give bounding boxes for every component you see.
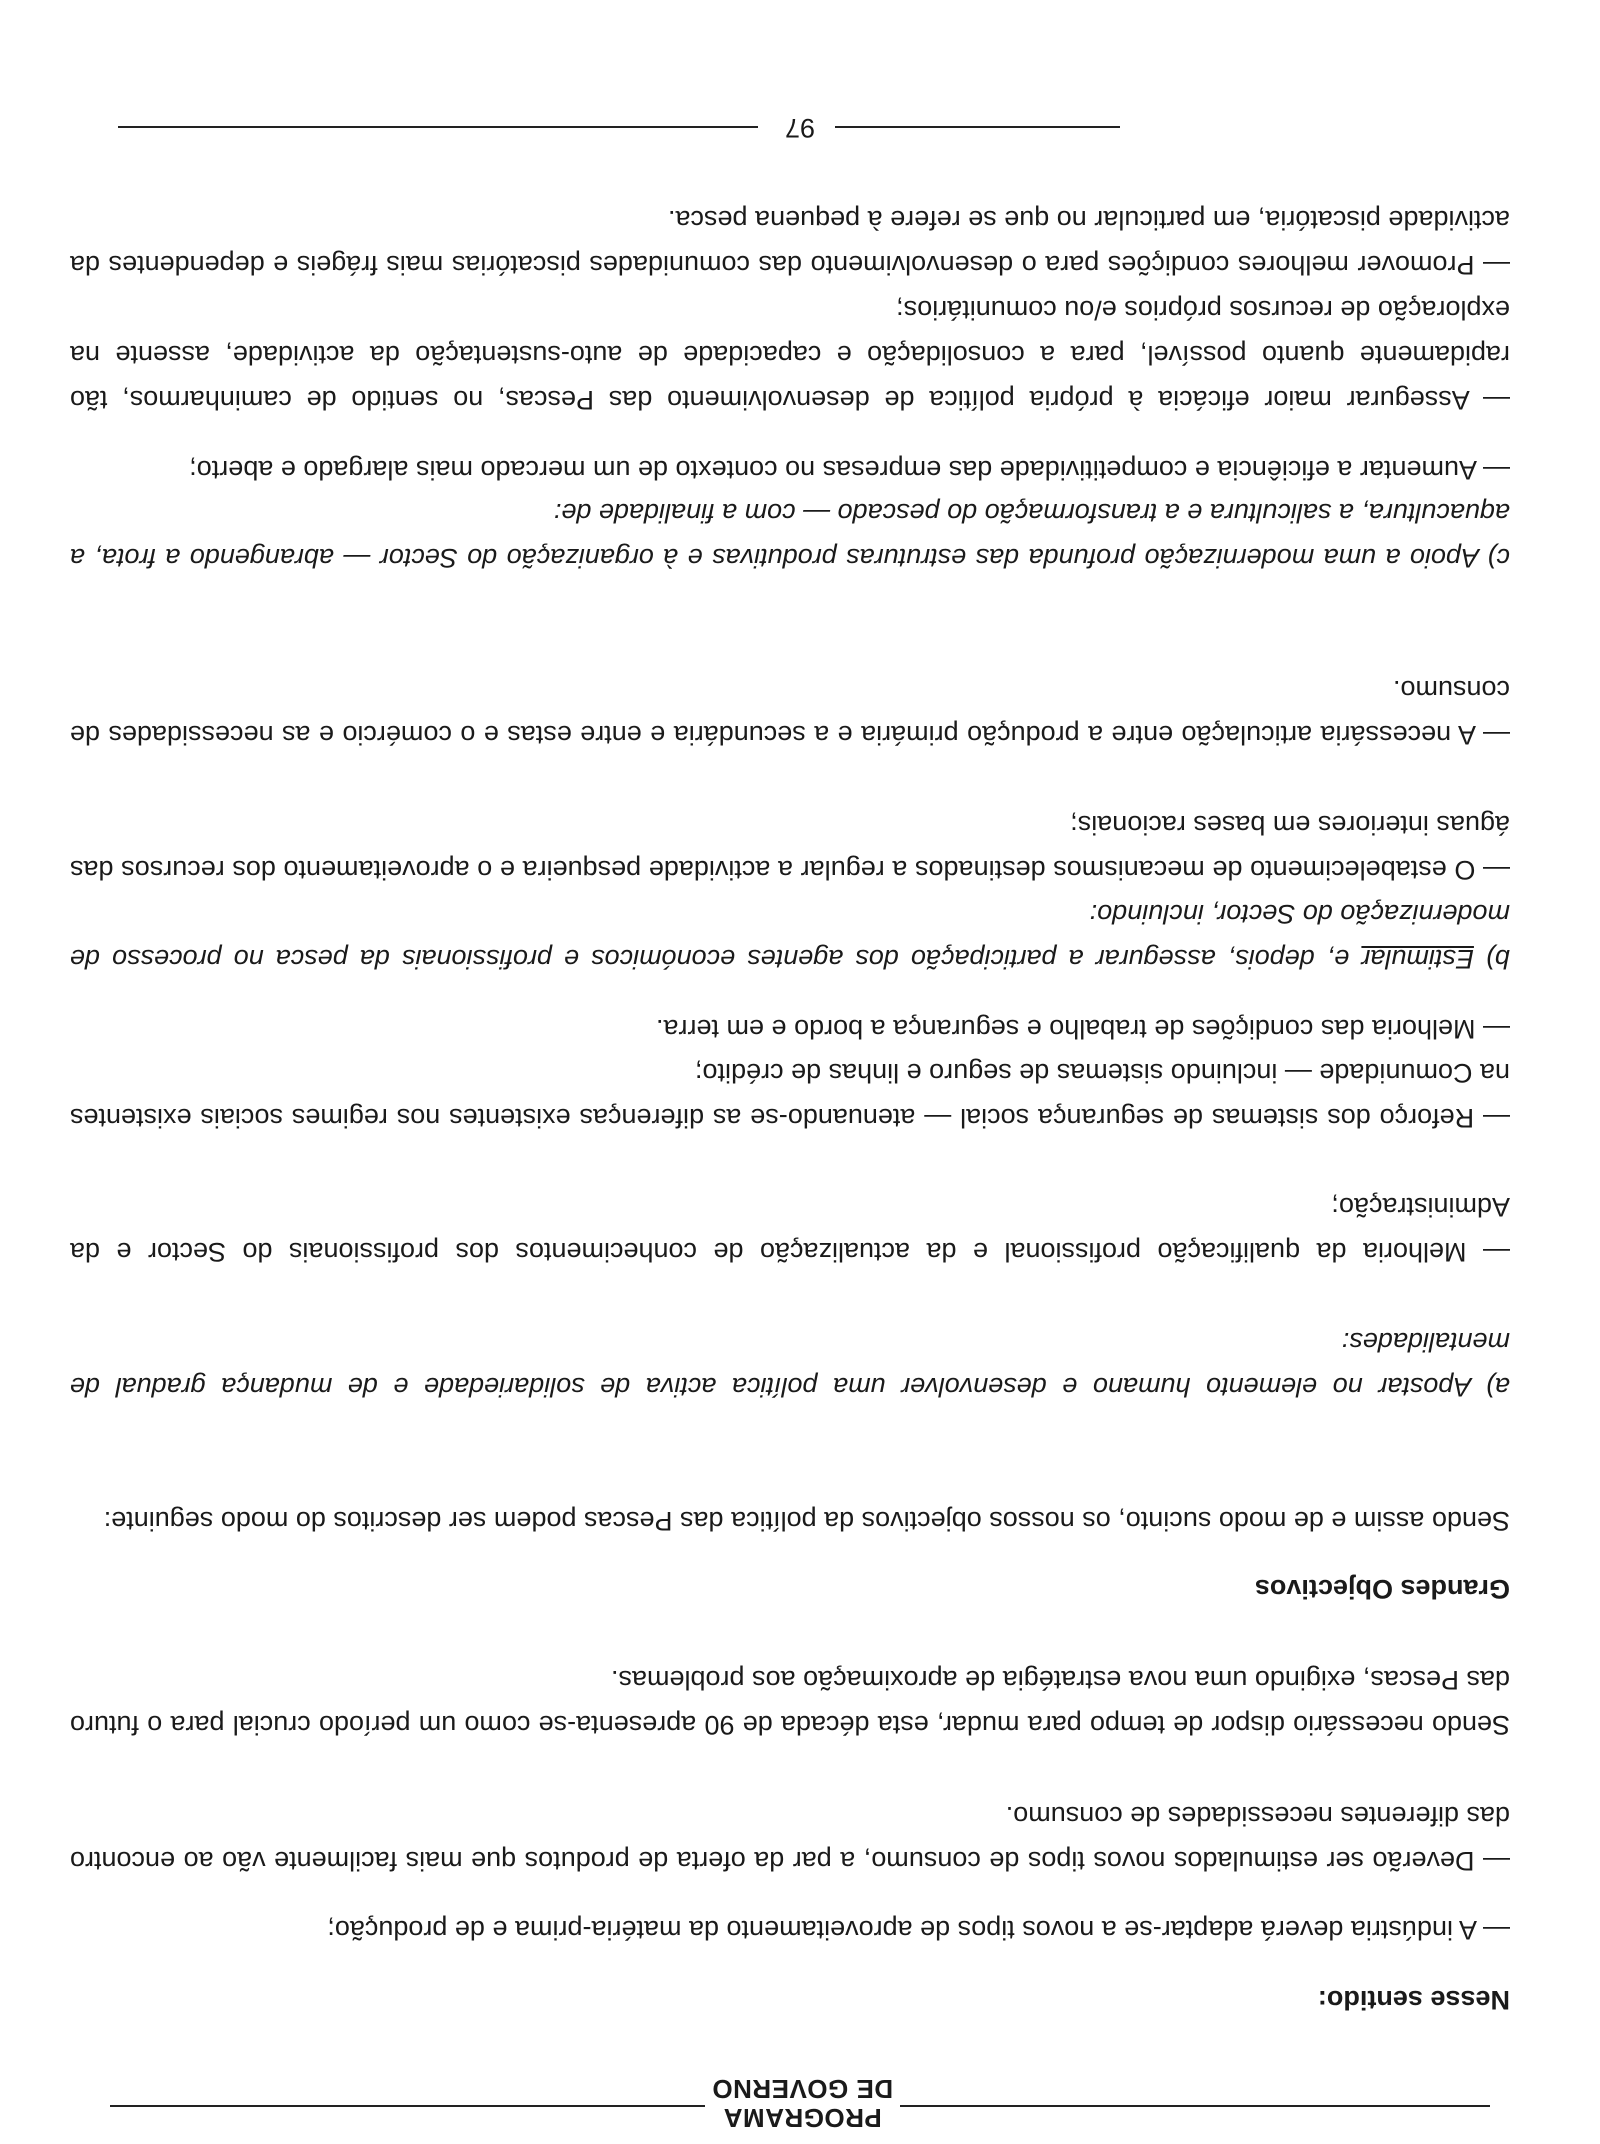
item-b: [70, 891, 1510, 981]
page-number-rule-right: [118, 126, 758, 128]
bullet-condicoes-trabalho: — Melhoria das condições de trabalho e segurança a bordo e em terra.: [656, 1014, 1510, 1044]
item-a-marker: a): [1485, 1372, 1510, 1402]
bullet-mecanismos: — O estabelecimento de mecanismos destinados a regular a actividade pesqueira e o aproveitamento dos recursos das águas interiores em bases racionais;: [70, 810, 1510, 885]
bullet-articulacao: — A necessária articulação entre a produção primária e a secundária e entre estas e o comércio e as necessidades de consumo.: [70, 675, 1510, 750]
item-a: [70, 1319, 1510, 1409]
bullet-industria: — A indústria deverá adaptar-se a novos tipos de aproveitamento da matéria-prima e de produção;: [327, 1915, 1510, 1945]
bullet-comunidades: — Promover melhores condições para o desenvolvimento das comunidades piscatórias mais frágeis e dependentes da actividade piscatória, em particular no que se refere à pequena pesca.: [70, 205, 1510, 280]
header-title-line1: PROGRAMA: [723, 2103, 882, 2133]
header-title: [710, 2074, 895, 2132]
header-rule-left: [900, 2105, 1490, 2107]
item-c: [70, 490, 1510, 580]
section-heading-nesse-sentido: Nesse sentido:: [1317, 1985, 1510, 2015]
bullet-qualificacao: — Melhoria da qualificação profissional e da actualização de conhecimentos dos profissionais do Sector e da Administração;: [70, 1192, 1510, 1267]
item-c-marker: c): [1487, 543, 1510, 573]
header-rule-right: [110, 2105, 705, 2107]
item-b-text: e, depois, assegurar a participação dos agentes económicos e profissionais da pesca no processo de modernização do Sector, incluindo:: [70, 899, 1510, 974]
bullet-eficacia: — Assegurar maior eficácia à própria política de desenvolvimento das Pescas, no sentido de caminharmos, tão rapidamente quanto possível, para a consolidação e capacidade de auto-sustentação da actividade, assente na exploração de recursos próprios e/ou comunitários;: [70, 295, 1510, 415]
bullet-seguranca-social: — Reforço dos sistemas de segurança social — atenuando-se as diferenças existentes nos regimes sociais existentes na Comunidade — incluindo sistemas de seguro e linhas de crédito;: [70, 1058, 1510, 1133]
paragraph-decada: Sendo necessário dispor de tempo para mudar, esta década de 90 apresenta-se como um período crucial para o futuro das Pescas, exigindo uma nova estratégia de aproximação aos problemas.: [70, 1665, 1510, 1740]
item-c-text: Apoio a uma modernização profunda das estruturas produtivas e à organização do Sector — abrangendo a frota, a aquacultura, a salicultura e a transformação do pescado — com a finalidade de:: [69, 498, 1510, 573]
paragraph-intro: Sendo assim e de modo sucinto, os nossos objectivos da política das Pescas podem ser descritos do modo seguinte:: [103, 1506, 1510, 1536]
item-b-underlined: Estimular: [1361, 944, 1474, 974]
bullet-eficiencia: — Aumentar a eficiência e competitividade das empresas no contexto de um mercado mais alargado e aberto;: [189, 455, 1510, 485]
bullet-consumo: — Deverão ser estimulados novos tipos de consumo, a par da oferta de produtos que mais facilmente vão ao encontro das diferentes necessidades de consumo.: [70, 1801, 1510, 1876]
header-title-line2: DE GOVERNO: [711, 2074, 894, 2104]
page-number: 97: [784, 113, 816, 143]
item-a-text: Apostar no elemento humano e desenvolver uma política activa de solidariedade e de mudança gradual de mentalidades:: [69, 1327, 1510, 1402]
item-b-marker: b): [1485, 944, 1510, 974]
section-heading-grandes-objectivos: Grandes Objectivos: [1254, 1574, 1510, 1604]
